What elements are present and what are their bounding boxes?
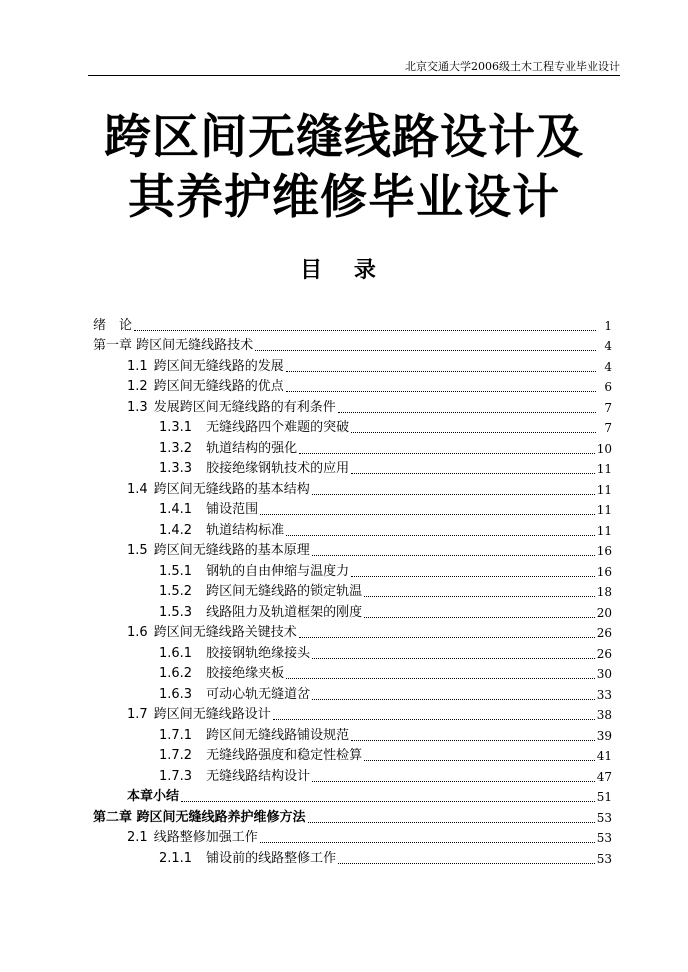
toc-dot-leader bbox=[286, 678, 595, 679]
toc-entry-number: 1.7.2 bbox=[159, 748, 193, 763]
toc-dot-leader bbox=[286, 535, 595, 536]
toc-entry[interactable] bbox=[93, 641, 612, 662]
toc-entry-title: 轨道结构标准 bbox=[206, 522, 285, 538]
toc-dot-leader bbox=[364, 596, 595, 597]
toc-dot-leader bbox=[312, 781, 595, 782]
toc-entry-page: 51 bbox=[596, 790, 612, 804]
toc-entry-page: 18 bbox=[596, 585, 612, 599]
toc-entry[interactable] bbox=[93, 354, 612, 375]
toc-entry-number: 1.6.2 bbox=[159, 666, 193, 681]
toc-dot-leader bbox=[351, 432, 596, 433]
toc-dot-leader bbox=[286, 371, 596, 372]
toc-entry-title: 跨区间无缝线路的锁定轨温 bbox=[206, 584, 363, 599]
toc-entry-title: 轨道结构的强化 bbox=[206, 440, 298, 456]
toc-entry-title: 跨区间无缝线路的基本原理 bbox=[153, 543, 310, 558]
toc-entry-page: 4 bbox=[604, 359, 612, 374]
toc-entry-page: 53 bbox=[596, 831, 612, 845]
toc-entry-page: 11 bbox=[596, 462, 612, 476]
toc-entry[interactable] bbox=[93, 744, 612, 765]
toc-dot-leader bbox=[260, 514, 595, 515]
toc-dot-leader bbox=[312, 699, 595, 700]
toc-entry[interactable] bbox=[93, 600, 612, 621]
toc-entry-title: 跨区间无缝线路的基本结构 bbox=[153, 481, 310, 497]
toc-entry-page: 53 bbox=[596, 851, 612, 866]
toc-entry[interactable] bbox=[93, 826, 612, 847]
toc-entry-number: 1.7.1 bbox=[159, 727, 193, 743]
table-of-contents bbox=[93, 313, 612, 867]
toc-entry-page: 4 bbox=[604, 339, 612, 353]
toc-entry-page: 26 bbox=[596, 626, 612, 640]
toc-entry-page: 26 bbox=[596, 646, 612, 661]
toc-entry[interactable] bbox=[93, 805, 612, 826]
toc-entry[interactable] bbox=[93, 621, 612, 642]
toc-entry[interactable] bbox=[93, 375, 612, 396]
toc-entry[interactable] bbox=[93, 416, 612, 437]
toc-entry-page: 10 bbox=[596, 441, 612, 456]
header-rule bbox=[88, 75, 620, 76]
toc-entry-number: 2.1 bbox=[127, 830, 148, 845]
toc-entry-title: 铺设范围 bbox=[206, 502, 259, 517]
toc-entry-title: 线路整修加强工作 bbox=[153, 830, 258, 845]
toc-entry-page: 1 bbox=[604, 318, 612, 333]
toc-entry-page: 11 bbox=[596, 503, 612, 517]
toc-entry-title: 第一章 跨区间无缝线路技术 bbox=[93, 338, 254, 353]
toc-entry-page: 53 bbox=[596, 810, 612, 825]
toc-entry-title: 第二章 跨区间无缝线路养护维修方法 bbox=[93, 809, 306, 825]
toc-entry-page: 6 bbox=[604, 380, 612, 394]
running-header: 北京交通大学2006级土木工程专业毕业设计 bbox=[405, 60, 620, 73]
toc-entry-title: 无缝线路四个难题的突破 bbox=[206, 420, 350, 435]
toc-entry-title: 钢轨的自由伸缩与温度力 bbox=[206, 563, 350, 579]
toc-entry[interactable] bbox=[93, 846, 612, 867]
toc-dot-leader bbox=[308, 822, 595, 823]
toc-entry[interactable] bbox=[93, 703, 612, 724]
toc-entry-number: 1.5.2 bbox=[159, 584, 193, 599]
toc-dot-leader bbox=[338, 863, 595, 864]
toc-entry-page: 38 bbox=[596, 708, 612, 722]
toc-entry-number: 1.6.3 bbox=[159, 686, 193, 702]
toc-entry[interactable] bbox=[93, 334, 612, 355]
toc-entry-page: 7 bbox=[604, 400, 612, 415]
toc-entry-number: 1.7 bbox=[127, 707, 148, 722]
toc-entry-number: 1.1 bbox=[127, 358, 148, 374]
toc-entry[interactable] bbox=[93, 539, 612, 560]
toc-dot-leader bbox=[351, 576, 595, 577]
toc-entry-number: 1.4.1 bbox=[159, 502, 193, 517]
toc-entry-page: 47 bbox=[596, 769, 612, 784]
toc-entry-title: 发展跨区间无缝线路的有利条件 bbox=[153, 399, 336, 415]
toc-entry-title: 铺设前的线路整修工作 bbox=[206, 850, 337, 866]
toc-entry-page: 16 bbox=[596, 564, 612, 579]
toc-dot-leader bbox=[312, 658, 595, 659]
toc-dot-leader bbox=[351, 740, 595, 741]
toc-entry[interactable] bbox=[93, 785, 612, 806]
toc-entry-number: 1.3 bbox=[127, 399, 148, 415]
toc-entry-page: 20 bbox=[596, 605, 612, 620]
toc-entry[interactable] bbox=[93, 764, 612, 785]
toc-entry-title: 本章小结 bbox=[127, 789, 180, 804]
toc-entry-number: 1.3.1 bbox=[159, 420, 193, 435]
toc-entry-page: 16 bbox=[596, 544, 612, 558]
toc-entry-title: 跨区间无缝线路的优点 bbox=[153, 379, 284, 394]
toc-entry-title: 胶接绝缘钢轨技术的应用 bbox=[206, 461, 350, 476]
toc-entry-title: 胶接钢轨绝缘接头 bbox=[206, 645, 311, 661]
toc-entry-number: 1.3.2 bbox=[159, 440, 193, 456]
toc-entry-number: 1.5.3 bbox=[159, 604, 193, 620]
toc-entry[interactable] bbox=[93, 559, 612, 580]
toc-entry-number: 1.4 bbox=[127, 481, 148, 497]
toc-dot-leader bbox=[364, 617, 595, 618]
toc-dot-leader bbox=[312, 555, 595, 556]
title-line-1: 跨区间无缝线路设计及 bbox=[104, 110, 584, 165]
toc-dot-leader bbox=[181, 801, 595, 802]
toc-entry[interactable] bbox=[93, 498, 612, 519]
toc-entry-title: 跨区间无缝线路设计 bbox=[153, 707, 271, 722]
title-line-2: 其养护维修毕业设计 bbox=[128, 170, 560, 225]
document-title bbox=[60, 108, 628, 228]
toc-entry-page: 41 bbox=[596, 749, 612, 763]
toc-entry-number: 1.6 bbox=[127, 625, 148, 640]
toc-entry-title: 无缝线路强度和稳定性检算 bbox=[206, 748, 363, 763]
toc-entry-title: 线路阻力及轨道框架的刚度 bbox=[206, 604, 363, 620]
toc-entry-page: 39 bbox=[596, 728, 612, 743]
toc-entry[interactable] bbox=[93, 457, 612, 478]
toc-entry-number: 1.6.1 bbox=[159, 645, 193, 661]
toc-entry[interactable] bbox=[93, 436, 612, 457]
toc-entry-title: 跨区间无缝线路关键技术 bbox=[153, 625, 297, 640]
toc-entry-page: 7 bbox=[604, 421, 612, 435]
toc-heading: 目 录 bbox=[300, 258, 388, 283]
toc-dot-leader bbox=[299, 637, 595, 638]
toc-entry-title: 跨区间无缝线路的发展 bbox=[153, 358, 284, 374]
toc-entry-page: 11 bbox=[596, 523, 612, 538]
toc-dot-leader bbox=[364, 760, 595, 761]
toc-entry-number: 1.5 bbox=[127, 543, 148, 558]
toc-entry-number: 1.7.3 bbox=[159, 768, 193, 784]
toc-dot-leader bbox=[299, 453, 595, 454]
toc-dot-leader bbox=[134, 330, 596, 331]
toc-entry-page: 33 bbox=[596, 687, 612, 702]
toc-dot-leader bbox=[286, 391, 596, 392]
toc-dot-leader bbox=[351, 473, 595, 474]
toc-dot-leader bbox=[338, 412, 596, 413]
toc-dot-leader bbox=[312, 494, 595, 495]
toc-entry-title: 胶接绝缘夹板 bbox=[206, 666, 285, 681]
toc-entry-number: 1.3.3 bbox=[159, 461, 193, 476]
toc-entry-number: 1.2 bbox=[127, 379, 148, 394]
toc-dot-leader bbox=[260, 842, 595, 843]
toc-entry[interactable] bbox=[93, 477, 612, 498]
toc-entry-title: 绪 论 bbox=[93, 317, 133, 333]
toc-entry-number: 1.4.2 bbox=[159, 522, 193, 538]
toc-entry-number: 1.5.1 bbox=[159, 563, 193, 579]
toc-entry[interactable] bbox=[93, 580, 612, 601]
toc-entry[interactable] bbox=[93, 723, 612, 744]
toc-entry[interactable] bbox=[93, 313, 612, 334]
toc-entry-page: 11 bbox=[596, 482, 612, 497]
toc-dot-leader bbox=[255, 350, 596, 351]
toc-entry[interactable] bbox=[93, 662, 612, 683]
toc-entry[interactable] bbox=[93, 518, 612, 539]
toc-entry[interactable] bbox=[93, 395, 612, 416]
toc-entry-page: 30 bbox=[596, 667, 612, 681]
toc-entry-title: 可动心轨无缝道岔 bbox=[206, 686, 311, 702]
toc-entry[interactable] bbox=[93, 682, 612, 703]
toc-entry-number: 2.1.1 bbox=[159, 850, 193, 866]
toc-entry-title: 无缝线路结构设计 bbox=[206, 768, 311, 784]
toc-entry-title: 跨区间无缝线路铺设规范 bbox=[206, 727, 350, 743]
toc-dot-leader bbox=[273, 719, 595, 720]
